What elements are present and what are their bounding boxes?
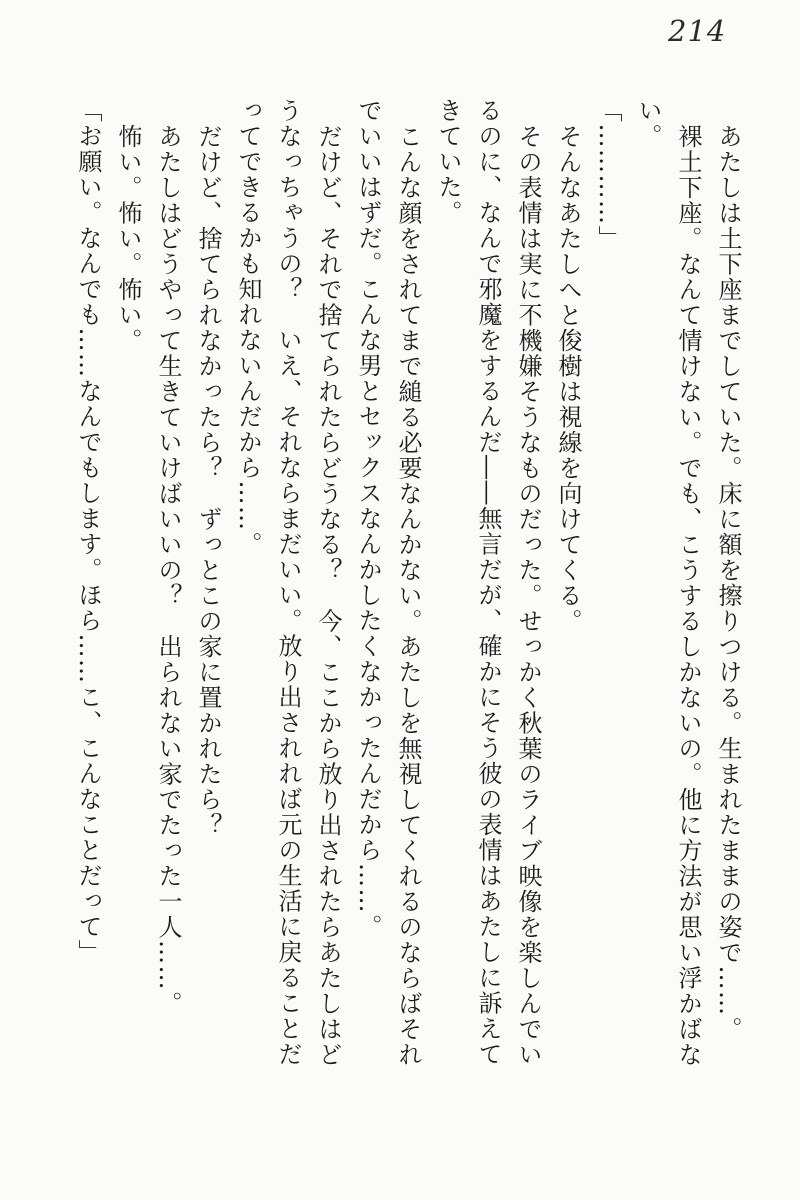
page-text: [58, 98, 748, 1073]
paragraph-dialogue: 「お願い。なんでも……なんでもします。ほら……こ、こんなことだって」: [74, 98, 102, 965]
paragraph: 裸土下座。なんて情けない。でも、こうするしかないの。他に方法が思い浮かばない。: [634, 98, 702, 1067]
paragraph: その表情は実に不機嫌そうなものだった。せっかく秋葉のライブ映像を楽しんでいるのに、なんで邪魔をするんだ――無言だが、確かにそう彼の表情はあたしに訴えてきていた。: [434, 98, 542, 1067]
paragraph: だけど、それで捨てられたらどうなる？ 今、ここから放り出されたらあたしはどうなっちゃうの？ いえ、それならまだいい。放り出されれば元の生活に戻ることだってできるかも知れないんだから……。: [234, 98, 342, 1067]
paragraph: 怖い。怖い。怖い。: [114, 123, 142, 353]
paragraph-dialogue: 「…………」: [594, 98, 622, 251]
paragraph: あたしはどうやって生きていけばいいの？ 出られない家でたった一人……。: [154, 123, 182, 1016]
page-number: 214: [668, 14, 727, 48]
paragraph: こんな顔をされてまで縋る必要なんかない。あたしを無視してくれるのならばそれでいいはずだ。こんな男とセックスなんかしたくなかったんだから……。: [354, 98, 422, 1067]
paragraph: だけど、捨てられなかったら？ ずっとこの家に置かれたら？: [194, 123, 222, 838]
paragraph: そんなあたしへと俊樹は視線を向けてくる。: [554, 123, 582, 634]
paragraph: あたしは土下座までしていた。床に額を擦りつける。生まれたままの姿で……。: [714, 123, 742, 1042]
